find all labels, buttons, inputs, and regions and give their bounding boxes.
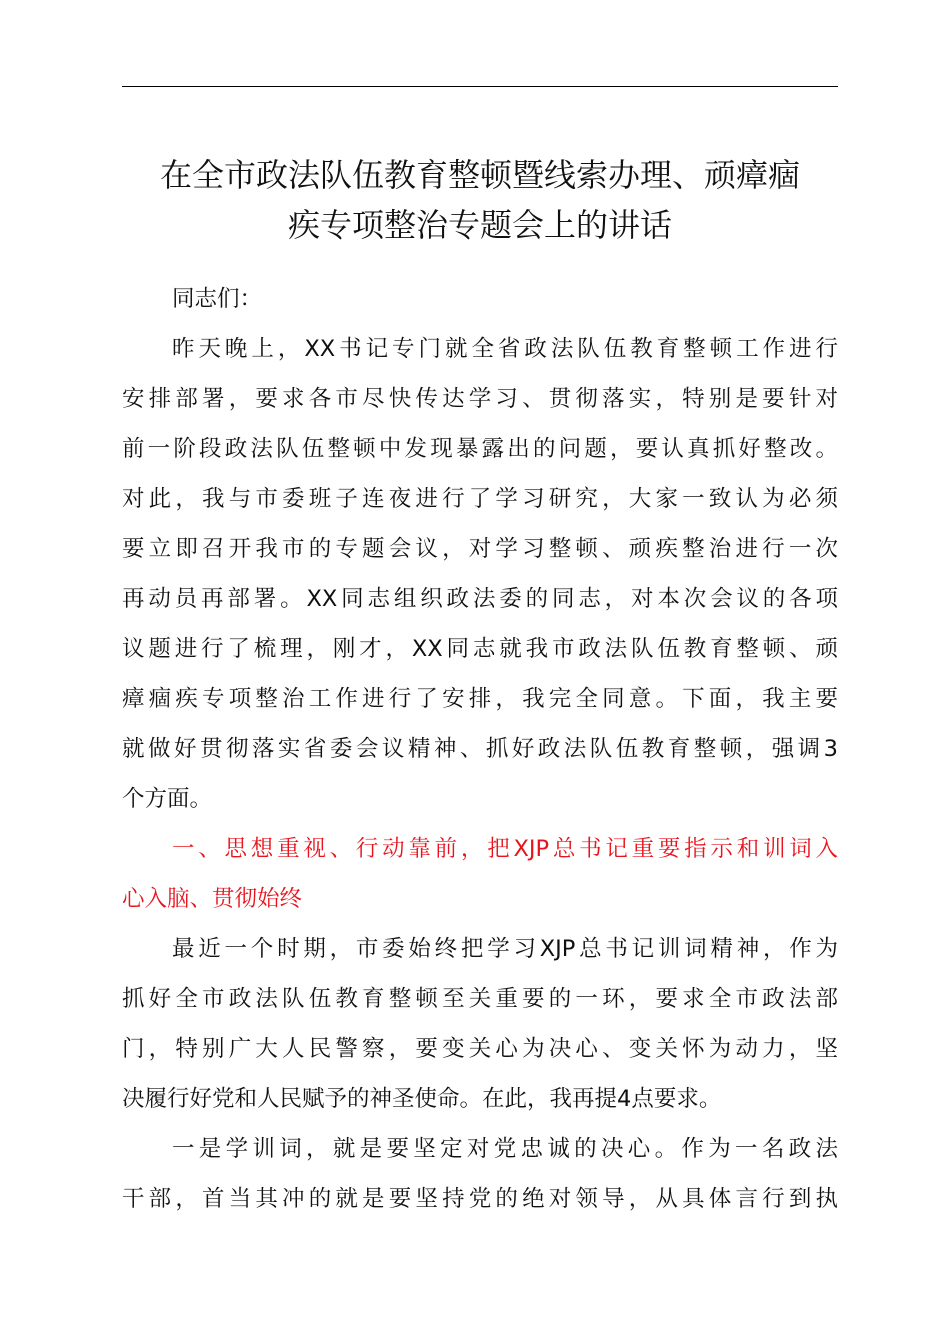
text-line: 干部，首当其冲的就是要坚持党的绝对领导，从具体言行到执 xyxy=(122,1186,838,1212)
text-line: 就做好贯彻落实省委会议精神、抓好政法队伍教育整顿，强调3 xyxy=(122,736,838,762)
text-line: 议题进行了梳理，刚才，XX同志就我市政法队伍教育整顿、顽 xyxy=(122,636,838,662)
heading-line: 一、思想重视、行动靠前，把XJP总书记重要指示和训词入 xyxy=(172,836,838,862)
text-line: 决履行好党和人民赋予的神圣使命。在此，我再提4点要求。 xyxy=(122,1086,722,1112)
text-line: 前一阶段政法队伍整顿中发现暴露出的问题，要认真抓好整改。 xyxy=(122,436,838,462)
text-line: 安排部署，要求各市尽快传达学习、贯彻落实，特别是要针对 xyxy=(122,386,838,412)
page-title xyxy=(110,150,850,250)
title-line: 在全市政法队伍教育整顿暨线索办理、顽瘴痼 xyxy=(159,156,800,194)
text-line: 瘴痼疾专项整治工作进行了安排，我完全同意。下面，我主要 xyxy=(122,686,838,712)
heading-line: 心入脑、贯彻始终 xyxy=(122,886,303,912)
text-line: 对此，我与市委班子连夜进行了学习研究，大家一致认为必须 xyxy=(122,486,838,512)
text-line: 一是学训词，就是要坚定对党忠诚的决心。作为一名政法 xyxy=(172,1136,838,1162)
paragraph-1 xyxy=(122,324,838,824)
section-heading-1 xyxy=(122,824,838,924)
greeting: 同志们： xyxy=(172,286,263,312)
title-line: 疾专项整治专题会上的讲话 xyxy=(287,206,672,244)
text-line: 最近一个时期，市委始终把学习XJP总书记训词精神，作为 xyxy=(172,936,838,962)
text-line: 要立即召开我市的专题会议，对学习整顿、顽疾整治进行一次 xyxy=(122,536,838,562)
text-line: 再动员再部署。XX同志组织政法委的同志，对本次会议的各项 xyxy=(122,586,838,612)
header-rule xyxy=(122,86,838,87)
text-line: 昨天晚上，XX书记专门就全省政法队伍教育整顿工作进行 xyxy=(172,336,838,362)
paragraph-2 xyxy=(122,924,838,1124)
document-body xyxy=(122,274,838,1224)
paragraph-3 xyxy=(122,1124,838,1224)
text-line: 抓好全市政法队伍教育整顿至关重要的一环，要求全市政法部 xyxy=(122,986,838,1012)
text-line: 个方面。 xyxy=(122,786,213,812)
text-line: 门，特别广大人民警察，要变关心为决心、变关怀为动力，坚 xyxy=(122,1036,838,1062)
